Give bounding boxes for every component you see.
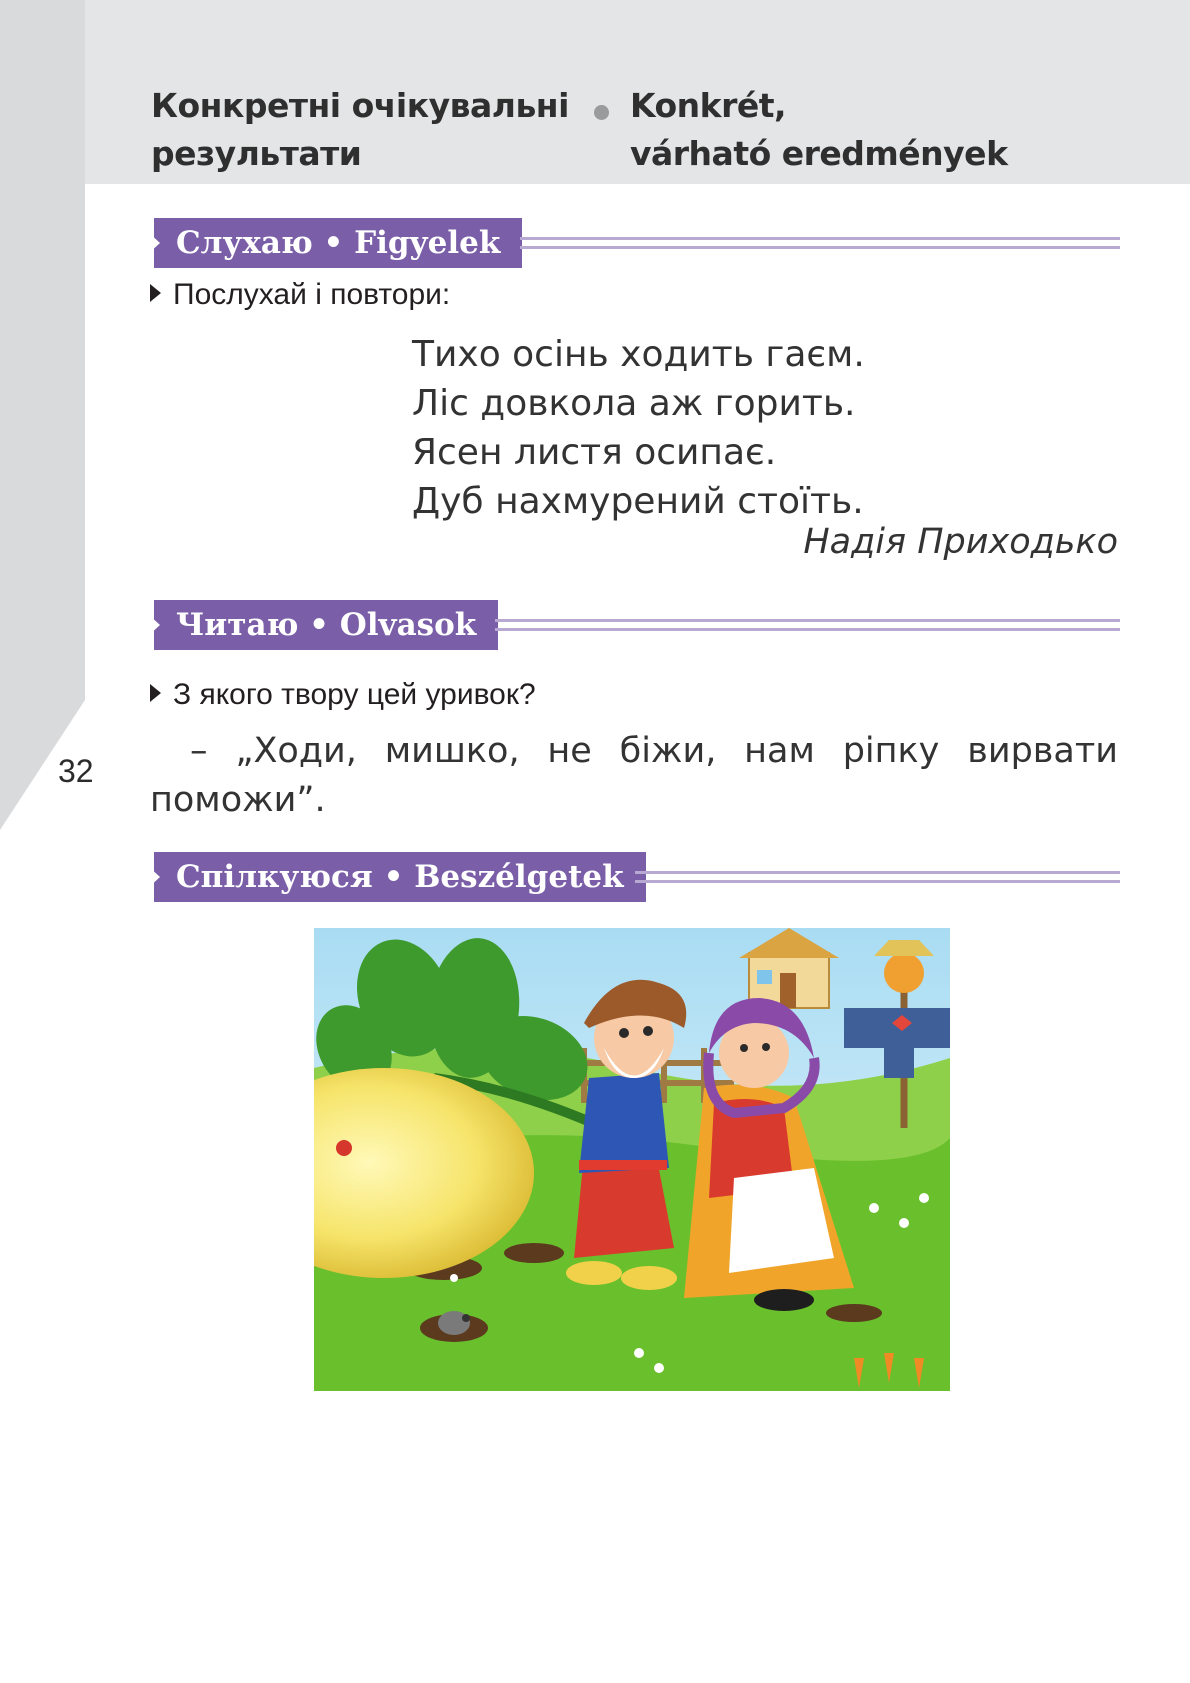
turnip-story-illustration	[314, 928, 950, 1391]
double-rule	[635, 871, 1120, 883]
poem-line: Тихо осінь ходить гаєм.	[412, 334, 865, 375]
triangle-bullet-icon	[150, 284, 161, 302]
poem-author: Надія Приходько	[803, 522, 1118, 562]
ladybug	[336, 1140, 352, 1156]
instruction-text: З якого твору цей уривок?	[173, 678, 536, 711]
header-left-line1: Конкретні очікувальні	[151, 86, 569, 125]
chevron-right-icon	[148, 614, 160, 636]
side-margin-strip	[0, 0, 85, 830]
header-right-line2: várható eredmények	[630, 134, 1008, 173]
poem-line: Дуб нахмурений стоїть.	[412, 481, 864, 522]
story-quote: – „Ходи, мишко, не біжи, нам ріпку вирвати поможи”.	[150, 731, 1118, 820]
page-number: 32	[58, 753, 94, 789]
section-heading-text: Слухаю • Figyelek	[176, 225, 501, 261]
header-left-line2: результати	[151, 134, 362, 173]
double-rule	[495, 619, 1120, 631]
illustration-svg	[314, 928, 950, 1391]
instruction-listen	[150, 278, 450, 312]
double-rule	[520, 237, 1120, 249]
header-right-title	[630, 82, 1050, 178]
mole	[438, 1311, 470, 1335]
section-label	[154, 852, 646, 902]
section-heading-listening	[148, 218, 1120, 268]
poem-line: Ліс довкола аж горить.	[412, 383, 856, 424]
section-heading-text: Спілкуюся • Beszélgetek	[176, 859, 624, 895]
header-left-title	[151, 82, 571, 178]
section-heading-text: Читаю • Olvasok	[176, 607, 477, 643]
instruction-read	[150, 678, 536, 712]
section-label	[154, 600, 498, 650]
header-bullet-dot	[594, 105, 609, 120]
triangle-bullet-icon	[150, 684, 161, 702]
header-right-line1: Konkrét,	[630, 86, 787, 125]
chevron-right-icon	[148, 866, 160, 888]
poem	[412, 330, 865, 526]
chevron-right-icon	[148, 232, 160, 254]
instruction-text: Послухай і повтори:	[173, 278, 451, 311]
section-label	[154, 218, 522, 268]
section-heading-speaking	[148, 852, 1120, 902]
poem-line: Ясен листя осипає.	[412, 432, 777, 473]
section-heading-reading	[148, 600, 1120, 650]
